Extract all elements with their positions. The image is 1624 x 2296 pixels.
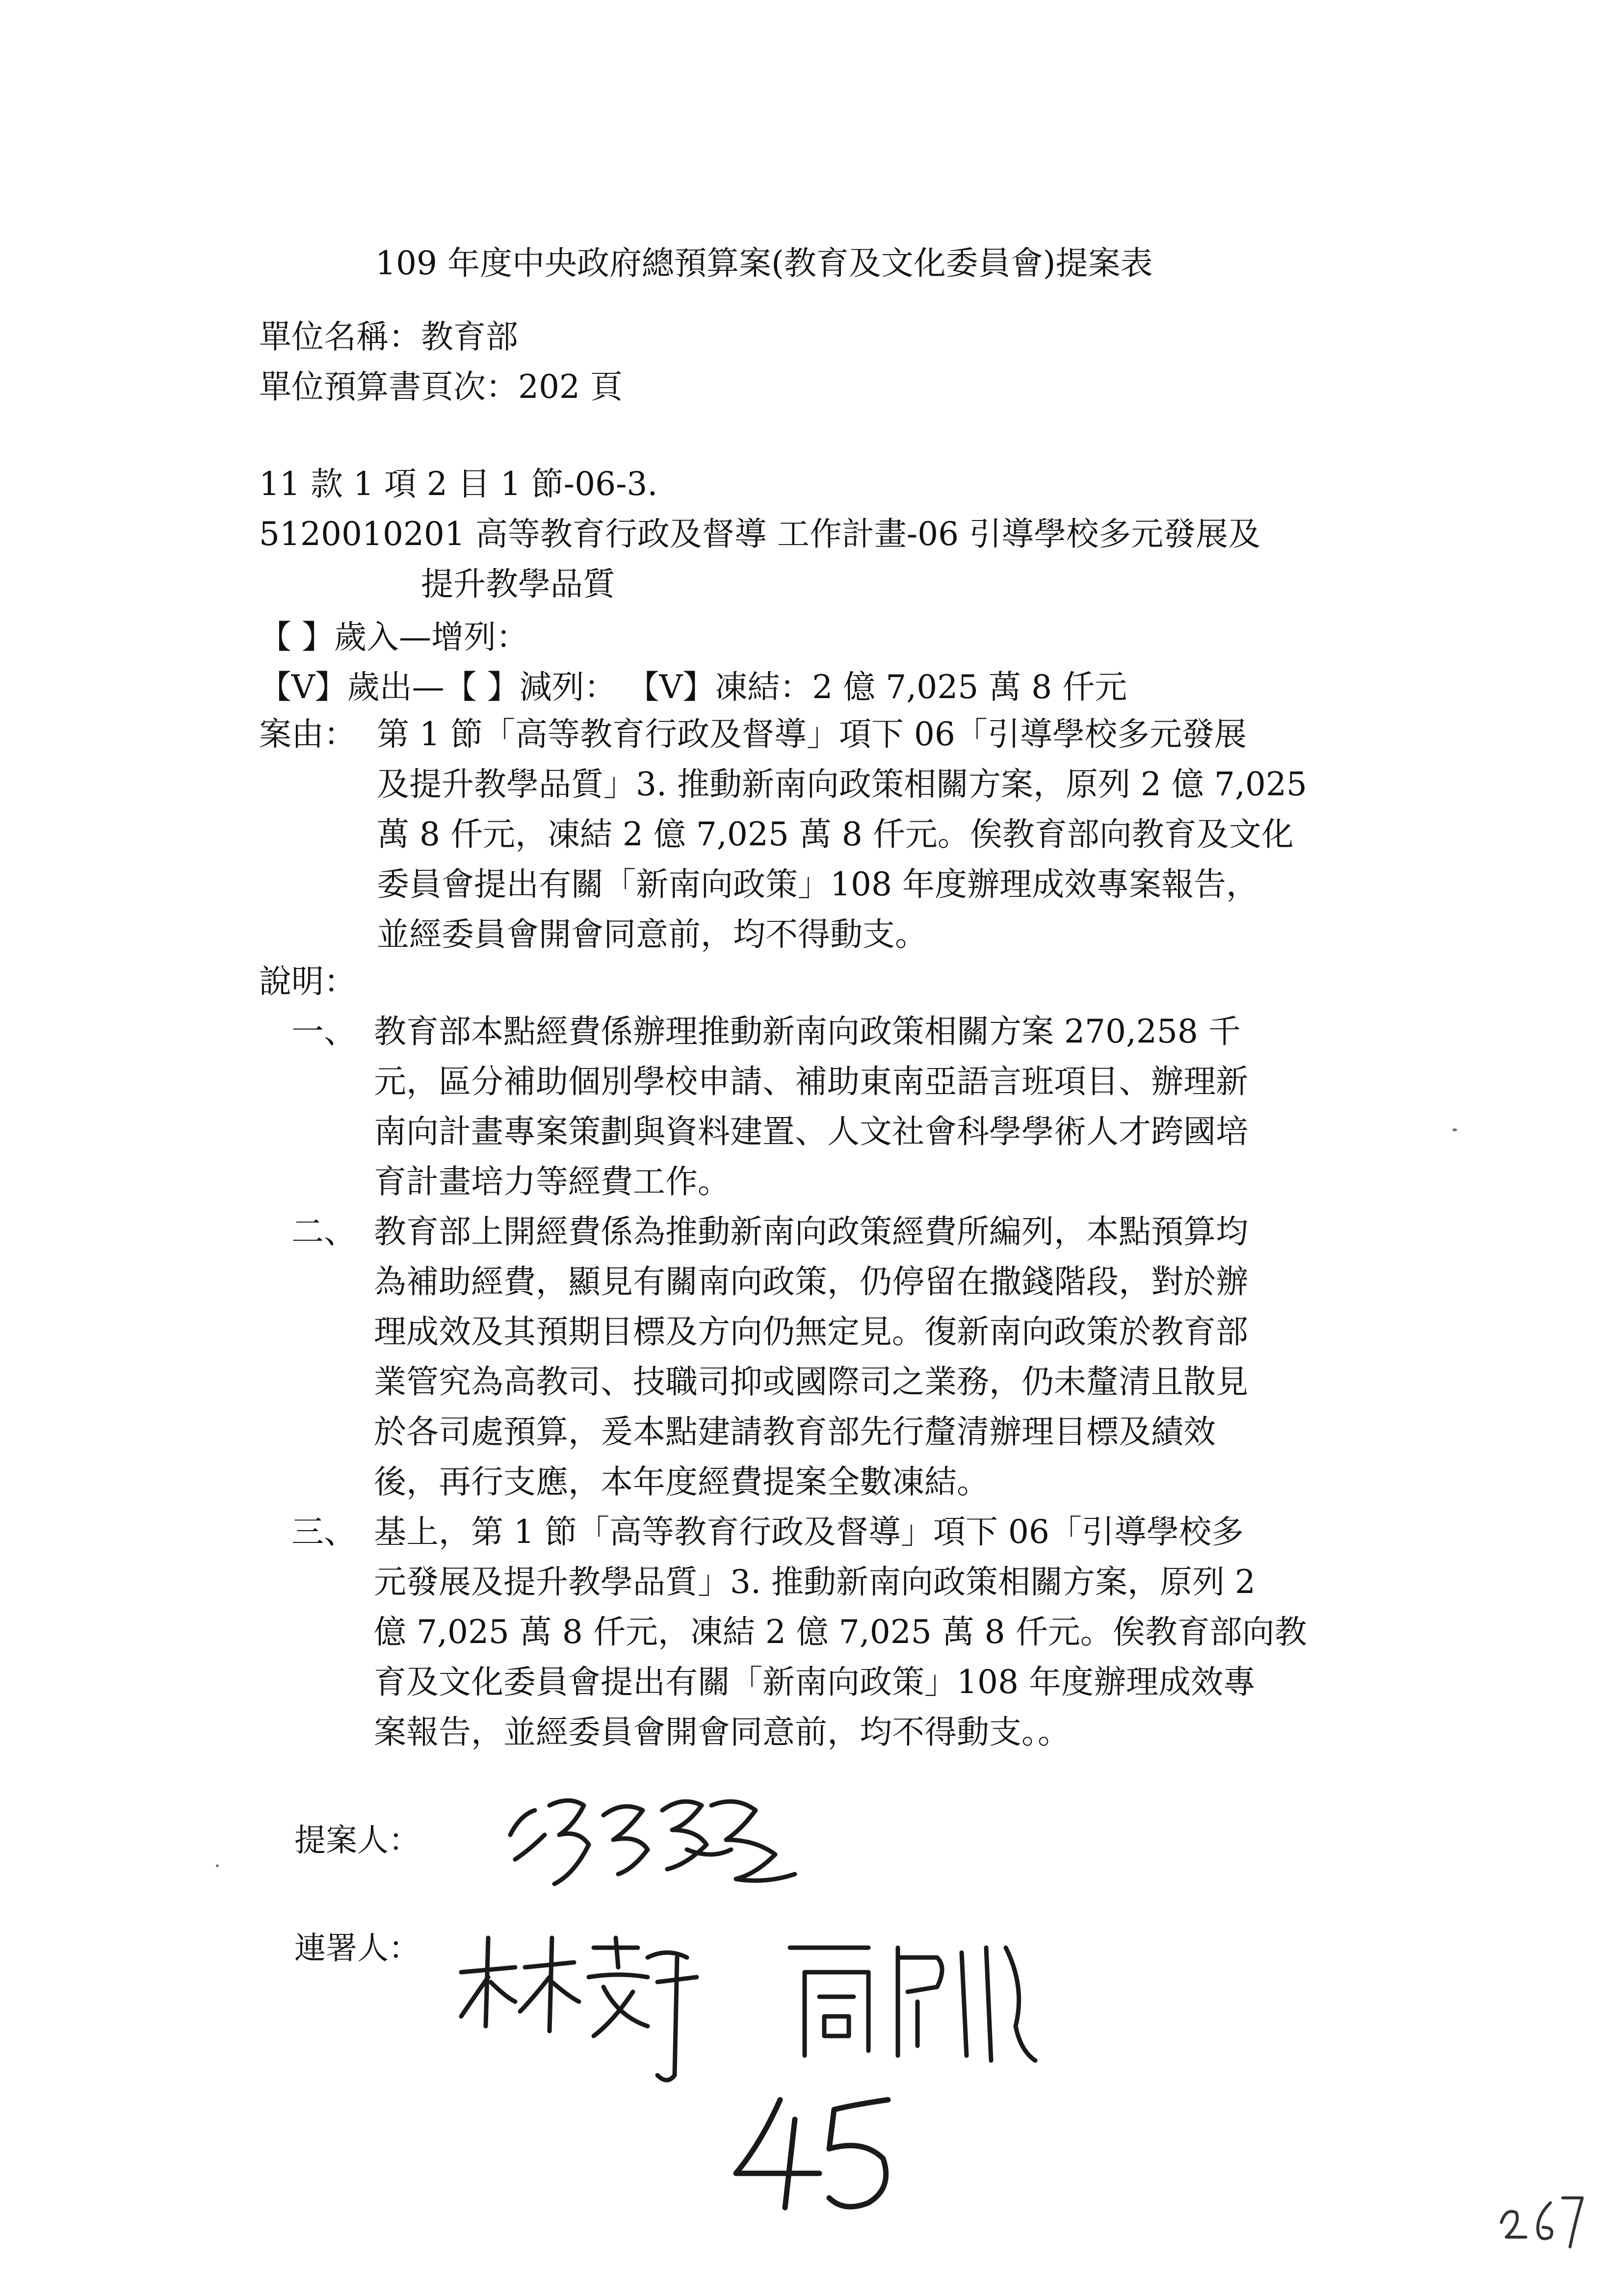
cause-line: 並經委員會開會同意前，均不得動支。: [377, 915, 927, 953]
unit-name: 單位名稱：教育部: [259, 318, 518, 356]
revenue-line: 【 】歲入—增列：: [259, 618, 528, 656]
expenditure-line: 【V】歲出—【 】減列： 【V】凍結：2 億 7,025 萬 8 仟元: [259, 668, 1127, 706]
proposer-signature: [500, 1776, 805, 1894]
item-line: 育計畫培力等經費工作。: [374, 1163, 730, 1200]
page-number-handwritten: [726, 2090, 903, 2218]
budget-page-number: 單位預算書頁次：202 頁: [259, 368, 623, 406]
item-number: 一、: [291, 1013, 356, 1050]
scan-speck: [216, 1864, 219, 1867]
item-line: 業管究為高教司、技職司抑或國際司之業務，仍未釐清且散見: [374, 1363, 1248, 1401]
cause-line: 萬 8 仟元，凍結 2 億 7,025 萬 8 仟元。俟教育部向教育及文化: [377, 815, 1294, 853]
description-label: 說明：: [259, 963, 356, 1000]
cause-line: 委員會提出有關「新南向政策」108 年度辦理成效專案報告，: [377, 865, 1258, 903]
corner-handwritten-mark: [1492, 2183, 1590, 2252]
program-code: 11 款 1 項 2 目 1 節-06-3.: [259, 465, 658, 503]
item-line: 後，再行支應，本年度經費提案全數凍結。: [374, 1463, 989, 1501]
document-title: 109 年度中央政府總預算案(教育及文化委員會)提案表: [375, 244, 1153, 282]
item-line: 教育部本點經費係辦理推動新南向政策相關方案 270,258 千: [374, 1013, 1241, 1050]
item-line: 基上，第 1 節「高等教育行政及督導」項下 06「引導學校多: [374, 1513, 1244, 1551]
item-number: 三、: [291, 1513, 356, 1551]
item-line: 為補助經費，顯見有關南向政策，仍停留在撒錢階段，對於辦: [374, 1263, 1248, 1301]
item-line: 育及文化委員會提出有關「新南向政策」108 年度辦理成效專: [374, 1663, 1256, 1701]
cause-label: 案由：: [259, 715, 356, 753]
item-line: 理成效及其預期目標及方向仍無定見。復新南向政策於教育部: [374, 1313, 1248, 1351]
scan-speck: [1452, 1128, 1457, 1131]
cause-line: 及提升教學品質」3. 推動新南向政策相關方案，原列 2 億 7,025: [377, 765, 1307, 803]
item-line: 南向計畫專案策劃與資料建置、人文社會科學學術人才跨國培: [374, 1113, 1248, 1150]
item-number: 二、: [291, 1213, 356, 1251]
cosigner-signature-2: [770, 1928, 1045, 2075]
item-line: 元發展及提升教學品質」3. 推動新南向政策相關方案，原列 2: [374, 1563, 1256, 1601]
item-line: 元，區分補助個別學校申請、補助東南亞語言班項目、辦理新: [374, 1063, 1248, 1100]
proposer-label: 提案人：: [294, 1823, 420, 1859]
item-line: 案報告，並經委員會開會同意前，均不得動支。。: [374, 1713, 1070, 1751]
program-title-continued: 提升教學品質: [421, 565, 615, 603]
item-line: 教育部上開經費係為推動新南向政策經費所編列，本點預算均: [374, 1213, 1248, 1251]
cause-line: 第 1 節「高等教育行政及督導」項下 06「引導學校多元發展: [377, 715, 1247, 753]
cosigner-label: 連署人：: [294, 1931, 420, 1967]
item-line: 億 7,025 萬 8 仟元，凍結 2 億 7,025 萬 8 仟元。俟教育部向教: [374, 1613, 1307, 1651]
item-line: 於各司處預算，爰本點建請教育部先行釐清辦理目標及績效: [374, 1413, 1216, 1451]
cosigner-signature-1: [451, 1928, 707, 2095]
program-title: 5120010201 高等教育行政及督導 工作計畫-06 引導學校多元發展及: [259, 515, 1261, 553]
